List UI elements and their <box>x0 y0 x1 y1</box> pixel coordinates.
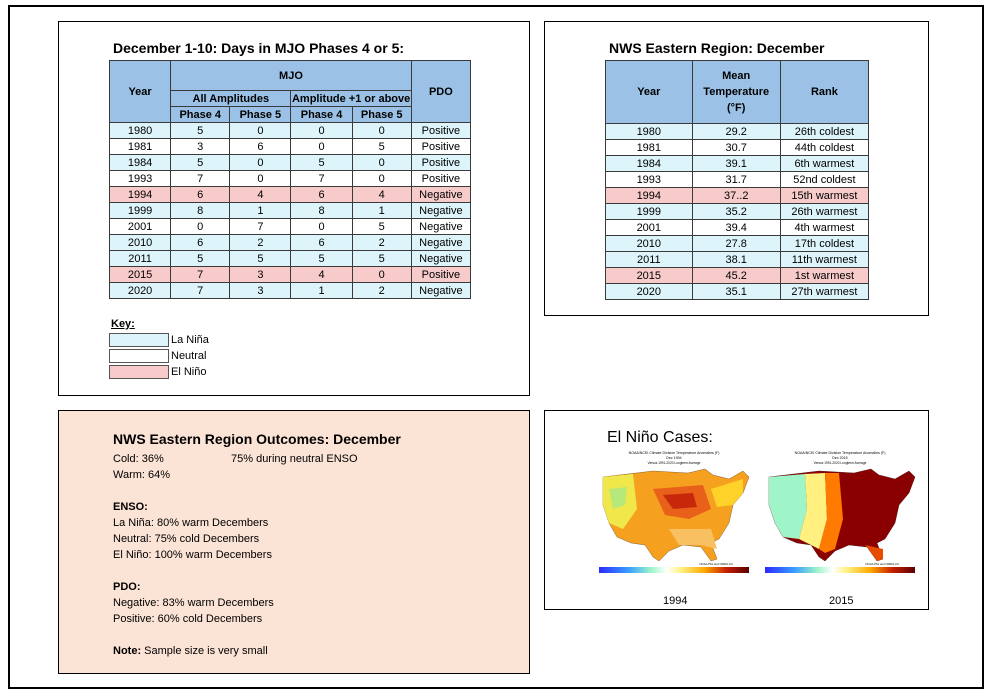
mjo-row <box>110 139 471 155</box>
mjo-row <box>110 267 471 283</box>
cell-temp: 45.2 <box>692 268 780 284</box>
cell-amp5: 5 <box>352 139 411 155</box>
cell-amp4: 7 <box>291 171 352 187</box>
cell-all5: 1 <box>230 203 291 219</box>
cell-all4: 7 <box>171 267 230 283</box>
pdo-negative: Negative: 83% warm Decembers <box>113 597 274 609</box>
el-nino-maps-panel <box>544 410 929 610</box>
temperature-row <box>606 252 869 268</box>
cell-year: 1984 <box>606 156 693 172</box>
mjo-panel <box>58 21 530 396</box>
cell-all5: 2 <box>230 235 291 251</box>
temperature-table <box>605 60 869 300</box>
col-rank: Rank <box>780 61 868 124</box>
key-label: El Niño <box>171 366 207 378</box>
col-mean-temp <box>692 61 780 124</box>
cell-amp4: 6 <box>291 187 352 203</box>
col-year: Year <box>110 61 171 123</box>
map-header-line3: Versus 1991-2020 Longterm Average <box>647 461 701 465</box>
map-caption-1994: 1994 <box>663 595 688 607</box>
cell-temp: 38.1 <box>692 252 780 268</box>
cell-amp4: 6 <box>291 235 352 251</box>
enso-lanina: La Niña: 80% warm Decembers <box>113 517 269 529</box>
cell-pdo: Positive <box>411 267 470 283</box>
cell-pdo: Positive <box>411 171 470 187</box>
cell-all4: 3 <box>171 139 230 155</box>
cell-all4: 0 <box>171 219 230 235</box>
cell-all4: 7 <box>171 283 230 299</box>
col-amp-phase5: Phase 5 <box>352 107 411 123</box>
map-footer: NOAA PSL and CIRES-CU <box>699 562 733 566</box>
temperature-row <box>606 172 869 188</box>
temperature-panel-title: NWS Eastern Region: December <box>609 40 825 56</box>
cell-pdo: Positive <box>411 155 470 171</box>
cell-amp5: 5 <box>352 251 411 267</box>
cell-rank: 26th warmest <box>780 204 868 220</box>
mjo-row <box>110 251 471 267</box>
cell-year: 1981 <box>110 139 171 155</box>
cell-year: 2010 <box>110 235 171 251</box>
cell-all5: 0 <box>230 123 291 139</box>
pdo-positive: Positive: 60% cold Decembers <box>113 613 263 625</box>
col-amp-phase4: Phase 4 <box>291 107 352 123</box>
cell-all5: 4 <box>230 187 291 203</box>
col-all-phase5: Phase 5 <box>230 107 291 123</box>
mean-line3: (°F) <box>726 102 746 114</box>
cell-all5: 5 <box>230 251 291 267</box>
temperature-panel <box>544 21 929 316</box>
cell-year: 1993 <box>606 172 693 188</box>
cell-all4: 5 <box>171 251 230 267</box>
cell-all4: 5 <box>171 155 230 171</box>
cell-all5: 7 <box>230 219 291 235</box>
cell-rank: 27th warmest <box>780 284 868 300</box>
col-pdo: PDO <box>411 61 470 123</box>
cell-all4: 6 <box>171 187 230 203</box>
map-caption-2015: 2015 <box>829 595 854 607</box>
temperature-row <box>606 268 869 284</box>
cell-amp4: 5 <box>291 155 352 171</box>
cell-temp: 39.1 <box>692 156 780 172</box>
cell-year: 2011 <box>606 252 693 268</box>
cell-all5: 0 <box>230 171 291 187</box>
col-all-phase4: Phase 4 <box>171 107 230 123</box>
mjo-row <box>110 235 471 251</box>
temperature-row <box>606 284 869 300</box>
outcomes-panel <box>58 410 530 674</box>
enso-elnino: El Niño: 100% warm Decembers <box>113 549 272 561</box>
col-year: Year <box>606 61 693 124</box>
mjo-row <box>110 203 471 219</box>
cell-amp5: 2 <box>352 235 411 251</box>
key-swatch-elnino <box>109 365 169 379</box>
cell-year: 2001 <box>606 220 693 236</box>
map-1994 <box>593 449 755 581</box>
cell-all5: 6 <box>230 139 291 155</box>
map-header-line2: Dec 2015 <box>832 456 848 460</box>
mjo-row <box>110 171 471 187</box>
cell-pdo: Negative <box>411 251 470 267</box>
cell-rank: 1st warmest <box>780 268 868 284</box>
cell-year: 1999 <box>606 204 693 220</box>
mjo-row <box>110 187 471 203</box>
cell-year: 1980 <box>606 124 693 140</box>
cell-temp: 31.7 <box>692 172 780 188</box>
map-footer: NOAA PSL and CIRES-CU <box>865 562 899 566</box>
cell-amp4: 0 <box>291 219 352 235</box>
cell-rank: 17th coldest <box>780 236 868 252</box>
cell-pdo: Negative <box>411 203 470 219</box>
cell-amp5: 5 <box>352 219 411 235</box>
cell-amp4: 1 <box>291 283 352 299</box>
cell-amp4: 0 <box>291 139 352 155</box>
cell-year: 1994 <box>606 188 693 204</box>
cell-temp: 35.1 <box>692 284 780 300</box>
note-text: Sample size is very small <box>141 645 268 657</box>
map-header-line2: Dec 1994 <box>666 456 682 460</box>
col-mjo: MJO <box>171 61 412 91</box>
cell-temp: 35.2 <box>692 204 780 220</box>
cell-year: 2011 <box>110 251 171 267</box>
cell-temp: 37..2 <box>692 188 780 204</box>
cell-year: 1993 <box>110 171 171 187</box>
warm-stat: Warm: 64% <box>113 469 171 481</box>
cell-rank: 4th warmest <box>780 220 868 236</box>
map-header-line1: NOAA/NCEI Climate Division Temperature Anomalies (F) <box>628 451 720 455</box>
temperature-row <box>606 140 869 156</box>
cell-all4: 8 <box>171 203 230 219</box>
cell-pdo: Positive <box>411 123 470 139</box>
mjo-row <box>110 283 471 299</box>
neutral-note: 75% during neutral ENSO <box>231 453 358 465</box>
cell-year: 1980 <box>110 123 171 139</box>
cold-stat: Cold: 36% <box>113 453 164 465</box>
west-cool-2015 <box>769 474 807 539</box>
cell-all5: 3 <box>230 267 291 283</box>
map-2015 <box>759 449 921 581</box>
key-item-neutral <box>109 349 206 363</box>
cell-amp4: 8 <box>291 203 352 219</box>
cell-rank: 15th warmest <box>780 188 868 204</box>
temperature-row <box>606 188 869 204</box>
maps-title: El Niño Cases: <box>607 429 713 446</box>
note <box>113 645 268 657</box>
cell-rank: 6th warmest <box>780 156 868 172</box>
cell-rank: 26th coldest <box>780 124 868 140</box>
temperature-row <box>606 156 869 172</box>
cell-amp5: 4 <box>352 187 411 203</box>
colorbar-2015 <box>765 567 915 573</box>
key-label: Neutral <box>171 350 207 362</box>
mean-line2: Temperature <box>703 86 770 98</box>
map-header-line3: Versus 1991-2020 Longterm Average <box>813 461 867 465</box>
cell-rank: 44th coldest <box>780 140 868 156</box>
key-label: La Niña <box>171 334 209 346</box>
cell-amp5: 0 <box>352 267 411 283</box>
cell-year: 2015 <box>606 268 693 284</box>
col-all-amplitudes: All Amplitudes <box>171 91 291 107</box>
enso-neutral: Neutral: 75% cold Decembers <box>113 533 260 545</box>
cell-year: 2010 <box>606 236 693 252</box>
cell-temp: 30.7 <box>692 140 780 156</box>
cell-pdo: Negative <box>411 235 470 251</box>
cell-pdo: Negative <box>411 219 470 235</box>
cell-all4: 5 <box>171 123 230 139</box>
cell-pdo: Positive <box>411 139 470 155</box>
mjo-row <box>110 155 471 171</box>
temperature-row <box>606 220 869 236</box>
cell-year: 1984 <box>110 155 171 171</box>
florida-2015 <box>865 545 883 561</box>
cell-year: 1999 <box>110 203 171 219</box>
cell-year: 1981 <box>606 140 693 156</box>
pdo-heading: PDO: <box>113 581 141 593</box>
cell-amp5: 2 <box>352 283 411 299</box>
cell-all5: 0 <box>230 155 291 171</box>
temperature-row <box>606 236 869 252</box>
cell-temp: 39.4 <box>692 220 780 236</box>
cell-amp5: 0 <box>352 155 411 171</box>
cell-year: 2020 <box>606 284 693 300</box>
cell-pdo: Negative <box>411 187 470 203</box>
cell-amp5: 0 <box>352 171 411 187</box>
cell-all4: 7 <box>171 171 230 187</box>
cell-year: 1994 <box>110 187 171 203</box>
cell-temp: 29.2 <box>692 124 780 140</box>
key-title: Key: <box>111 318 135 330</box>
cell-amp5: 1 <box>352 203 411 219</box>
map-header-line1: NOAA/NCEI Climate Division Temperature Anomalies (F) <box>794 451 886 455</box>
col-amplitude-plus: Amplitude +1 or above <box>291 92 411 105</box>
enso-heading: ENSO: <box>113 501 148 513</box>
mjo-row <box>110 219 471 235</box>
cell-temp: 27.8 <box>692 236 780 252</box>
key-swatch-neutral <box>109 349 169 363</box>
mjo-panel-title: December 1-10: Days in MJO Phases 4 or 5: <box>113 40 405 56</box>
cell-rank: 52nd coldest <box>780 172 868 188</box>
key-swatch-lanina <box>109 333 169 347</box>
outcomes-title: NWS Eastern Region Outcomes: December <box>113 431 401 447</box>
temperature-row <box>606 124 869 140</box>
cell-year: 2001 <box>110 219 171 235</box>
cell-amp4: 4 <box>291 267 352 283</box>
mjo-table <box>109 60 471 299</box>
cell-amp4: 0 <box>291 123 352 139</box>
mjo-row <box>110 123 471 139</box>
cell-amp5: 0 <box>352 123 411 139</box>
cell-all4: 6 <box>171 235 230 251</box>
cell-rank: 11th warmest <box>780 252 868 268</box>
cell-year: 2020 <box>110 283 171 299</box>
temperature-row <box>606 204 869 220</box>
cell-all5: 3 <box>230 283 291 299</box>
cell-year: 2015 <box>110 267 171 283</box>
key-item-lanina <box>109 333 209 347</box>
mean-line1: Mean <box>722 70 751 82</box>
cell-amp4: 5 <box>291 251 352 267</box>
note-label: Note: <box>113 645 142 657</box>
key-item-elnino <box>109 365 206 379</box>
colorbar-1994 <box>599 567 749 573</box>
cell-pdo: Negative <box>411 283 470 299</box>
